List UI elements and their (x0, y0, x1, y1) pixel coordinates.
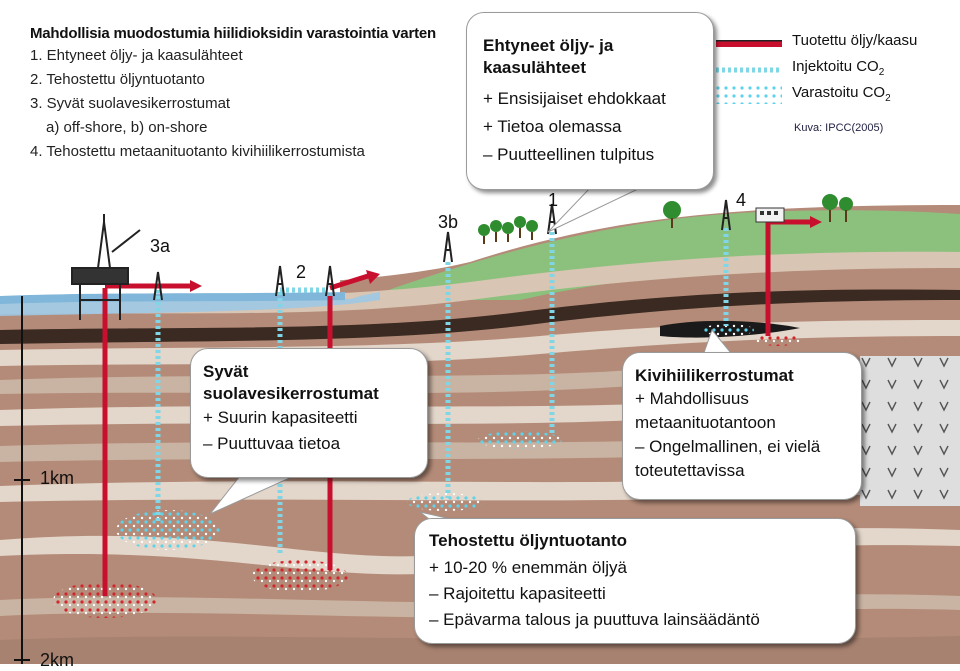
callout-title: Kivihiilikerrostumat (635, 366, 794, 385)
callout-line: – Puutteellinen tulpitus (483, 145, 655, 164)
callout-title: Syvät suolavesikerrostumat (203, 362, 379, 403)
site-label-1: 1 (548, 190, 559, 210)
callout-line: – Puuttuvaa tietoa (203, 434, 341, 453)
site-label-3a: 3a (150, 236, 171, 256)
legend-item-produced (712, 32, 952, 54)
callout-enhanced-oil-recovery (414, 518, 856, 644)
legend-label: Varastoitu $CO_2$ (792, 84, 891, 104)
callout-line: – Rajoitettu kapasiteetti (429, 584, 606, 603)
callout-line: – Epävarma talous ja puuttuva lainsäädäntö (429, 610, 760, 629)
list-item: 2. Tehostettu öljyntuotanto (30, 71, 205, 88)
callout-line: – Ongelmallinen, ei vielä toteutettavissa (635, 437, 821, 480)
callout-title: Ehtyneet öljy- ja kaasulähteet (483, 36, 614, 77)
callout-line: + Suurin kapasiteetti (203, 408, 358, 427)
list-title: Mahdollisia muodostumia hiilidioksidin varastointia varten (30, 25, 436, 42)
list-item: a) off-shore, b) on-shore (46, 119, 208, 136)
callout-line: + Ensisijaiset ehdokkaat (483, 89, 666, 108)
injected-swatch-icon (716, 64, 786, 76)
callout-line: + 10-20 % enemmän öljyä (429, 558, 627, 577)
site-label-3b: 3b (438, 212, 459, 232)
legend-label: Injektoitu $CO_2$ (792, 58, 885, 78)
callout-depleted-fields (466, 12, 714, 190)
site-label-4: 4 (736, 190, 747, 210)
callout-title: Tehostettu öljyntuotanto (429, 531, 627, 550)
legend-item-injected (712, 58, 952, 80)
legend-item-stored (712, 84, 952, 106)
list-item: 1. Ehtyneet öljy- ja kaasulähteet (30, 47, 243, 64)
callout-saline-aquifers (190, 348, 428, 478)
power-plant (756, 208, 784, 222)
depth-label-2km: 2km (40, 650, 75, 670)
stored-swatch-icon (716, 86, 786, 104)
legend-label: Tuotettu öljy/kaasu (792, 32, 918, 49)
callout-coal-seams (622, 352, 862, 500)
image-credit: Kuva: IPCC(2005) (794, 122, 884, 134)
list-item: 3. Syvät suolavesikerrostumat (30, 95, 231, 112)
callout-line: + Mahdollisuus metaanituotantoon (635, 389, 776, 432)
callout-line: + Tietoa olemassa (483, 117, 622, 136)
storage-options-list (22, 18, 462, 176)
list-item: 4. Tehostettu metaanituotanto kivihiilikerrostumista (30, 143, 365, 160)
depth-label-1km: 1km (40, 468, 75, 488)
site-label-2: 2 (296, 262, 307, 282)
produced-swatch-icon (716, 38, 786, 50)
